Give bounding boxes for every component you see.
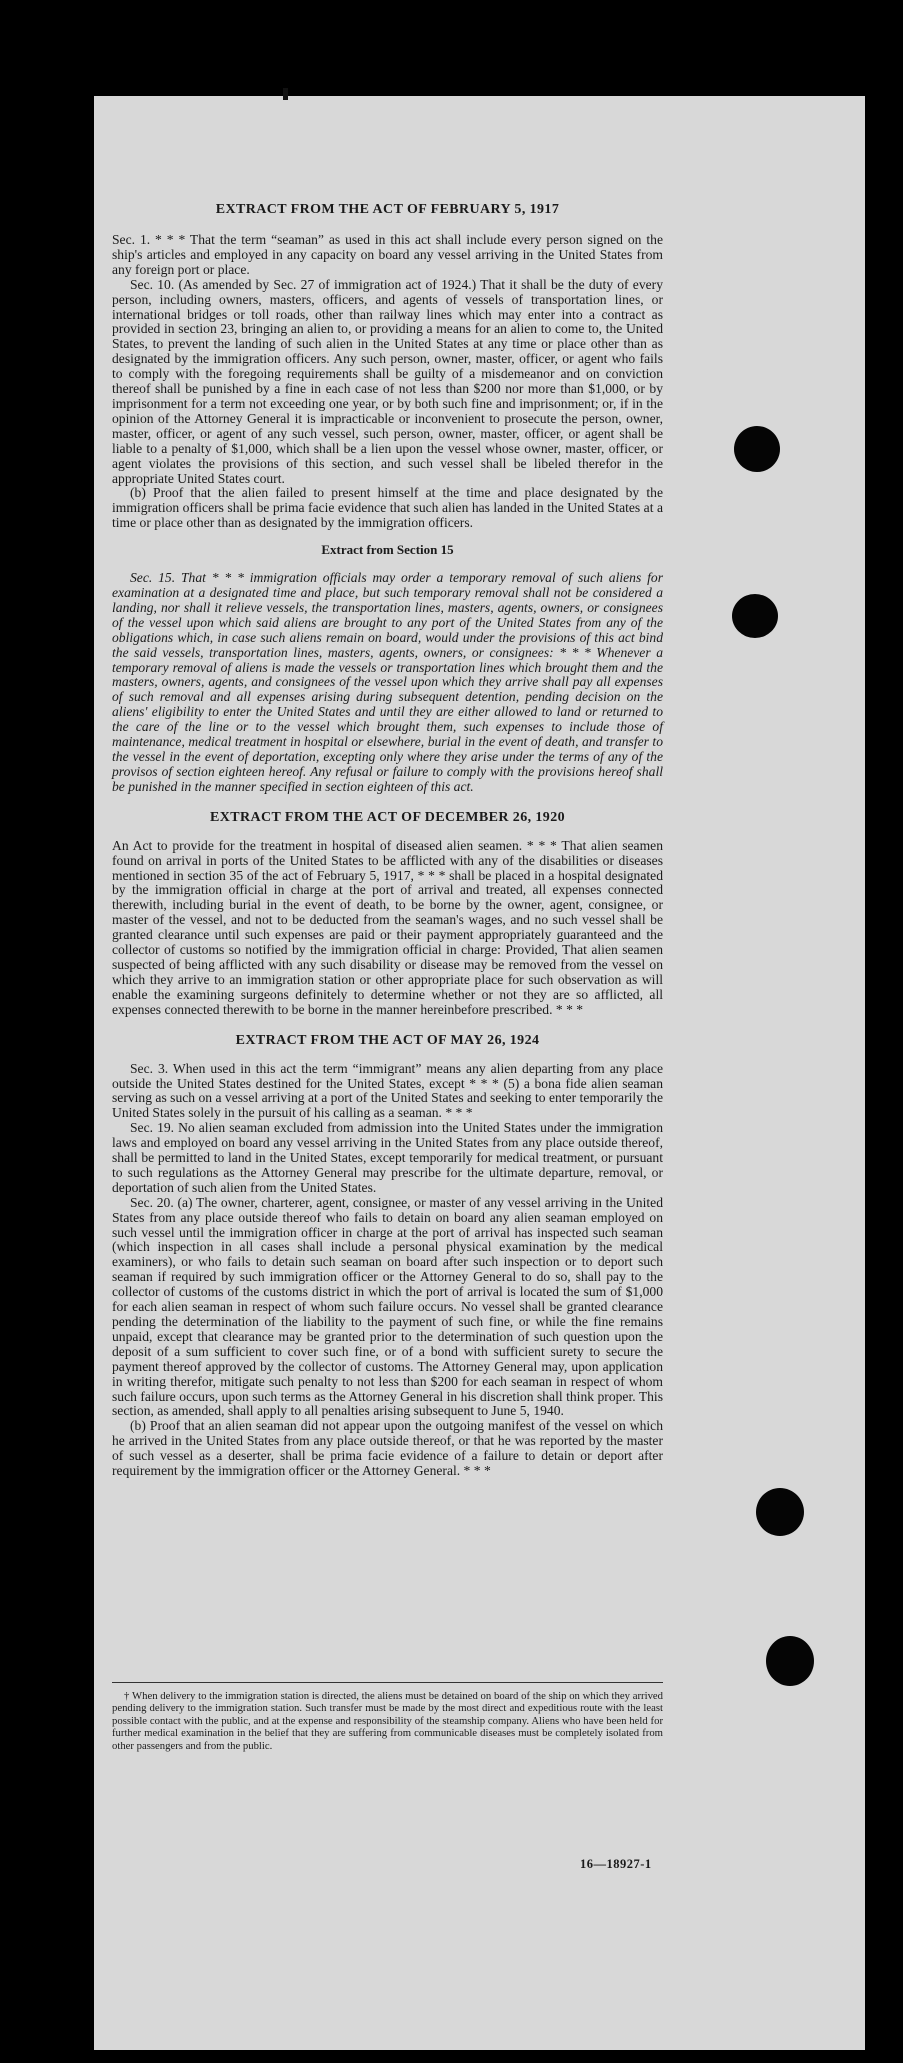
paragraph: An Act to provide for the treatment in hospital of diseased alien seamen. * * * That alien seamen found on arrival in ports of the United States to be afflicted with any of the disabilities or diseases mentioned in section 35 of the act of February 5, 1917, * * * shall be placed in a hospital designated by the immigration official in charge at the port of arrival and treated, all expenses connected therewith, including burial in the event of death, to be borne by the owner, agent, consignee, or master of the vessel, and not to be deducted from the seaman's wages, and no such vessel shall be granted clearance until such expenses are paid or their payment appropriately guaranteed and the collector of customs so notified by the immigration official in charge: Provided, That alien seamen suspected of being afflicted with any such disability or disease may be removed from the vessel on which they arrive to an immigration station or other appropriate place for such observation as will enable the examining surgeons definitely to determine whether or not they are so afflicted, all expenses connected therewith to be borne in the manner hereinbefore prescribed. * * * [112, 837, 663, 1017]
paragraph: (b) Proof that an alien seaman did not appear upon the outgoing manifest of the vessel on which he arrived in the United States from any place outside thereof, or that he was reported by the master of such vessel as a deserter, shall be prima facie evidence of a failure to detain or deport after requirement by the immigration officer or the Attorney General. * * * [112, 1418, 663, 1479]
paragraph: (b) Proof that the alien failed to present himself at the time and place designated by the immigration officers shall be prima facie evidence that such alien has landed in the United States at a time or place other than as designated by the immigration officers. [112, 485, 663, 531]
footnote-divider [112, 1682, 663, 1683]
punch-hole [734, 426, 780, 472]
document-number: 16—18927-1 [580, 1857, 652, 1871]
footnote [112, 1690, 663, 1752]
section-heading: EXTRACT FROM THE ACT OF DECEMBER 26, 1920 [209, 809, 566, 825]
section-act-1924 [112, 1032, 663, 1479]
punch-hole [766, 1636, 814, 1686]
paragraph: Sec. 1. * * * That the term “seaman” as used in this act shall include every person signed on the ship's articles and employed in any capacity on board any vessel arriving in the United States from any foreign port or place. [112, 232, 663, 277]
section-extract-15 [112, 541, 663, 795]
document-content [112, 93, 663, 1479]
paragraph: Sec. 20. (a) The owner, charterer, agent, consignee, or master of any vessel arriving in the United States from any place outside thereof who fails to detain on board any alien seaman employed on such vessel until the immigration officer in charge at the port of arrival has inspected such seaman (which inspection in all cases shall include a personal physical examination by the medical examiners), or who fails to detain such seaman on board after such inspection or to deport such seaman if required by such immigration officer or the Attorney General to do so, shall pay to the collector of customs of the customs district in which the port of arrival is located the sum of $1,000 for each alien seaman in respect of whom such failure occurs. No vessel shall be granted clearance pending the determination of the liability to the payment of such fine, or while the fine remains unpaid, except that clearance may be granted prior to the determination of such question upon the deposit of a sum sufficient to cover such fine, or of a bond with sufficient surety to secure the payment thereof approved by the collector of customs. The Attorney General may, upon application in writing therefor, mitigate such penalty to not less than $200 for each seaman in respect of whom such failure occurs, upon such terms as the Attorney General in his discretion shall think proper. This section, as amended, shall apply to all penalties arising subsequent to June 5, 1940. [112, 1194, 663, 1419]
section-act-1917 [112, 201, 663, 531]
punch-hole [732, 594, 778, 638]
section-heading: EXTRACT FROM THE ACT OF FEBRUARY 5, 1917 [215, 202, 560, 217]
section-heading: Extract from Section 15 [321, 542, 454, 558]
punch-hole [756, 1488, 804, 1536]
paragraph: Sec. 15. That * * * immigration officials may order a temporary removal of such aliens for examination at a designated time and place, but such temporary removal shall not be considered a landing, nor shall it relieve vessels, the transportation lines, masters, agents, owners, or consignees of the vessel upon which said aliens are brought to any port of the United States from any of the obligations which, in case such aliens remain on board, would under the provisions of this act bind the said vessels, transportation lines, masters, agents, owners, or consignees: * * * Whenever a temporary removal of aliens is made the vessels or transportation lines which brought them and the masters, owners, agents, and consignees of the vessel upon which they arrive shall pay all expenses of such removal and all expenses arising during subsequent detention, pending decision on the aliens' eligibility to enter the United States and until they are either allowed to land or returned to the care of the line or to the vessel which brought them, such expenses to include those of maintenance, medical treatment in hospital or elsewhere, burial in the event of death, and transfer to the vessel in the event of deportation, excepting only where they arise under the terms of any of the provisos of section eighteen hereof. Any refusal or failure to comply with the provisions hereof shall be punished in the manner specified in section eighteen of this act. [112, 570, 663, 794]
footnote-text: † When delivery to the immigration station is directed, the aliens must be detained on board of the ship on which they arrived pending delivery to the immigration station. Such transfer must be made by the most direct and expeditious route with the least possible contact with the public, and at the expense and responsibility of the steamship company. Aliens who have been held for further medical examination in the belief that they are suffering from communicable diseases must be completely isolated from other passengers and from the public. [112, 1690, 663, 1752]
paragraph: Sec. 10. (As amended by Sec. 27 of immigration act of 1924.) That it shall be the duty of every person, including owners, masters, officers, and agents of vessels of transportation lines, or international bridges or toll roads, other than railway lines which may enter into a contract as provided in section 23, bringing an alien to, or providing a means for an alien to come to, the United States, to prevent the landing of such alien in the United States at any time or place other than as designated by the immigration officers. Any such person, owner, master, officer, or agent who fails to comply with the foregoing requirements shall be guilty of a misdemeanor and on conviction thereof shall be punished by a fine in each case of not less than $200 nor more than $1,000, or by imprisonment for a term not exceeding one year, or by both such fine and imprisonment; or, if in the opinion of the Attorney General it is impracticable or inconvenient to prosecute the person, owner, master, officer, or agent of any such vessel, such person, owner, master, officer, or agent shall be liable to a penalty of $1,000, which shall be a lien upon the vessel whose owner, master, officer, or agent violates the provisions of this section, and such vessel shall be libeled therefor in the appropriate United States court. [112, 276, 663, 486]
section-heading: EXTRACT FROM THE ACT OF MAY 26, 1924 [235, 1032, 540, 1048]
section-act-1920 [112, 809, 663, 1018]
paragraph: Sec. 3. When used in this act the term “immigrant” means any alien departing from any place outside the United States destined for the United States, except * * * (5) a bona fide alien seaman serving as such on a vessel arriving at a port of the United States and seeking to enter temporarily the United States solely in the pursuit of his calling as a seaman. * * * [112, 1060, 663, 1121]
paragraph: Sec. 19. No alien seaman excluded from admission into the United States under the immigration laws and employed on board any vessel arriving in the United States from any place outside thereof, shall be permitted to land in the United States, except temporarily for medical treatment, or pursuant to such regulations as the Attorney General may prescribe for the ultimate departure, removal, or deportation of such alien from the United States. [112, 1120, 663, 1195]
